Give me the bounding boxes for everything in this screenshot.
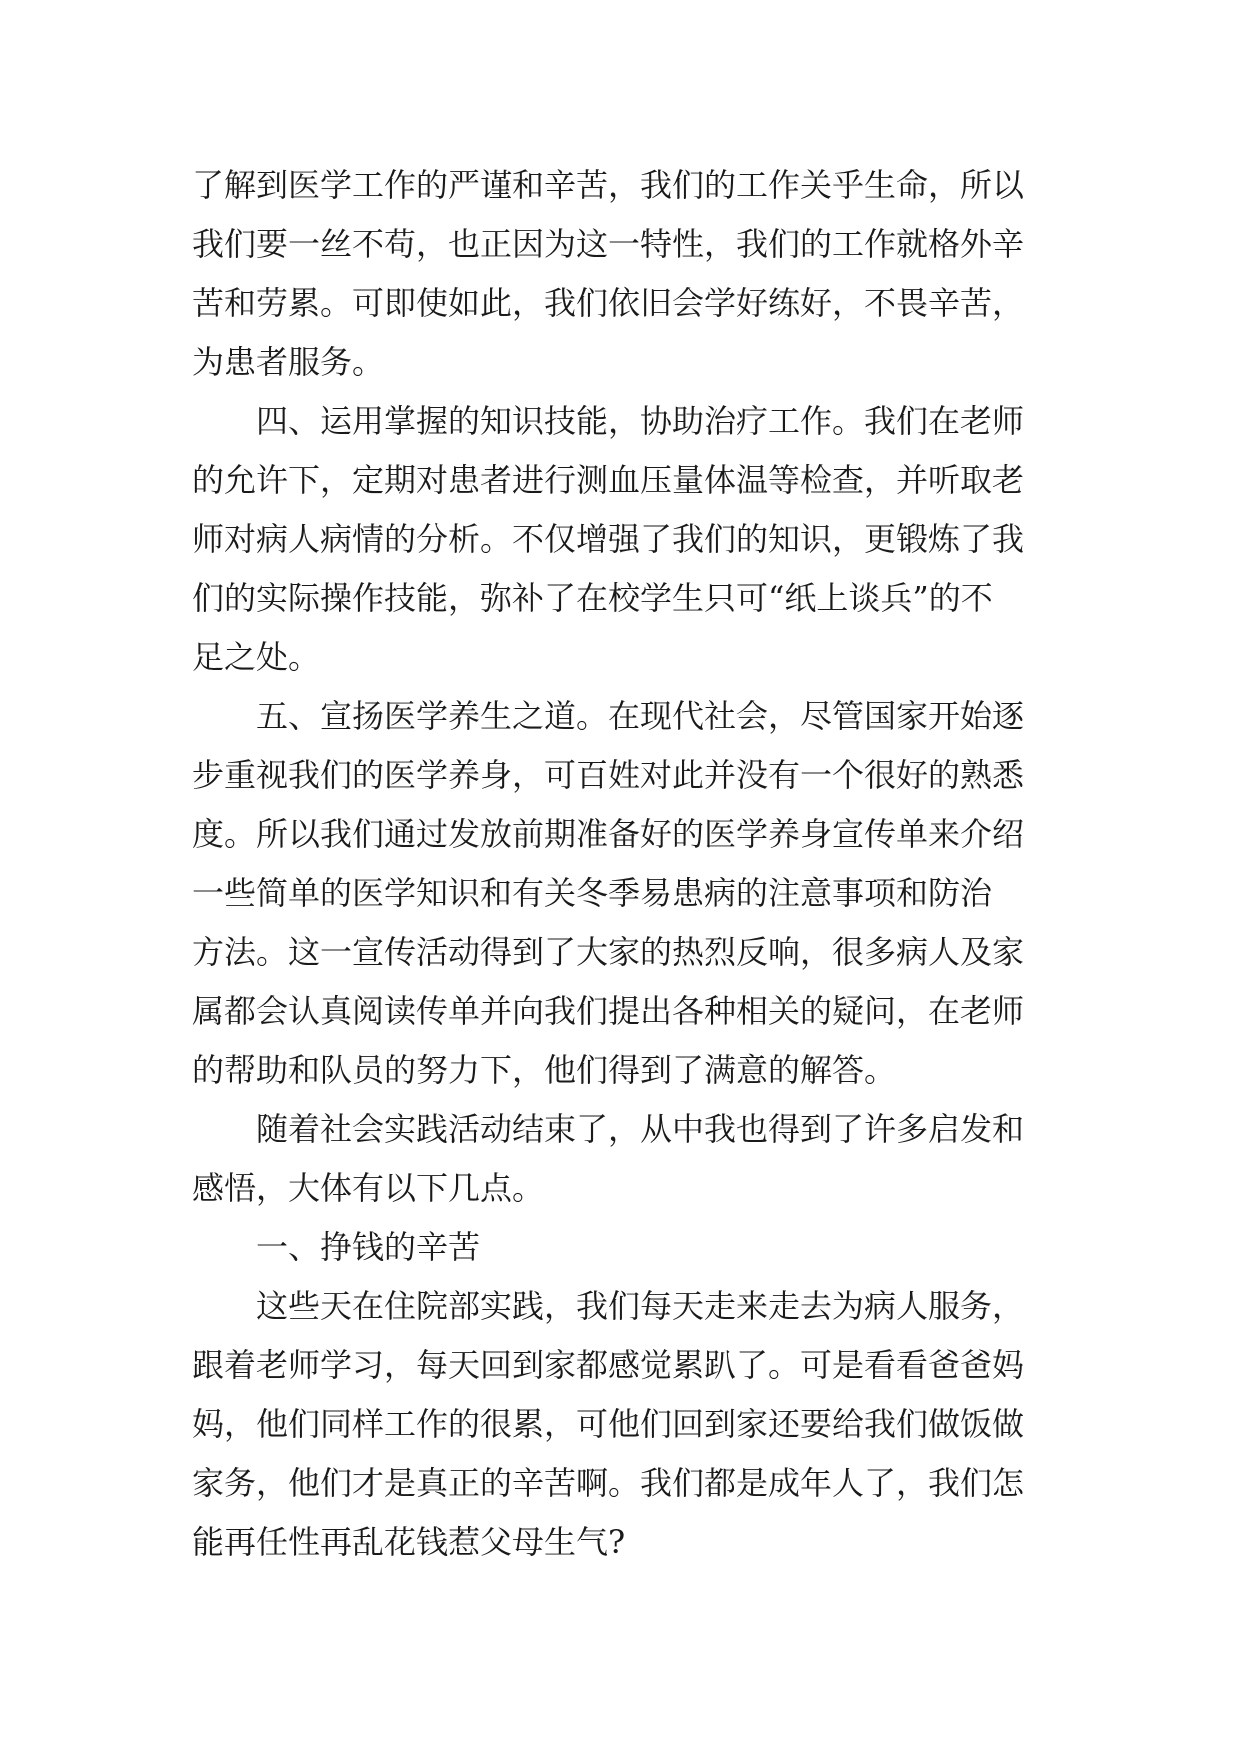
text-line: 的允许下，定期对患者进行测血压量体温等检查，并听取老: [192, 461, 1025, 499]
text-line: 家务，他们才是真正的辛苦啊。我们都是成年人了，我们怎: [192, 1464, 1025, 1502]
text-line: 了解到医学工作的严谨和辛苦，我们的工作关乎生命，所以: [192, 166, 1025, 204]
text-line: 苦和劳累。可即使如此，我们依旧会学好练好，不畏辛苦，: [192, 284, 1025, 322]
text-line: 的帮助和队员的努力下，他们得到了满意的解答。: [192, 1051, 897, 1089]
text-line: 足之处。: [192, 638, 321, 676]
text-line: 随着社会实践活动结束了，从中我也得到了许多启发和: [256, 1110, 1025, 1148]
text-line: 师对病人病情的分析。不仅增强了我们的知识，更锻炼了我: [192, 520, 1025, 558]
text-line: 跟着老师学习，每天回到家都感觉累趴了。可是看看爸爸妈: [192, 1346, 1025, 1384]
text-line: 方法。这一宣传活动得到了大家的热烈反响，很多病人及家: [192, 933, 1025, 971]
text-line: 度。所以我们通过发放前期准备好的医学养身宣传单来介绍: [192, 815, 1025, 853]
paragraph-heading-four: 四、运用掌握的知识技能，协助治疗工作。我们在老师: [256, 402, 1025, 440]
section-heading: 一、挣钱的辛苦: [256, 1228, 481, 1266]
text-line: 一些简单的医学知识和有关冬季易患病的注意事项和防治: [192, 874, 993, 912]
text-line: 我们要一丝不苟，也正因为这一特性，我们的工作就格外辛: [192, 225, 1025, 263]
text-line: 们的实际操作技能，弥补了在校学生只可“纸上谈兵”的不: [192, 579, 993, 617]
paragraph-heading-five: 五、宣扬医学养生之道。在现代社会，尽管国家开始逐: [256, 697, 1025, 735]
text-line: 这些天在住院部实践，我们每天走来走去为病人服务，: [256, 1287, 1025, 1325]
text-line: 步重视我们的医学养身，可百姓对此并没有一个很好的熟悉: [192, 756, 1025, 794]
text-line: 感悟，大体有以下几点。: [192, 1169, 545, 1207]
text-line: 为患者服务。: [192, 343, 385, 381]
text-line: 妈，他们同样工作的很累，可他们回到家还要给我们做饭做: [192, 1405, 1025, 1443]
text-line: 能再任性再乱花钱惹父母生气?: [192, 1523, 626, 1561]
text-line: 属都会认真阅读传单并向我们提出各种相关的疑问，在老师: [192, 992, 1025, 1030]
